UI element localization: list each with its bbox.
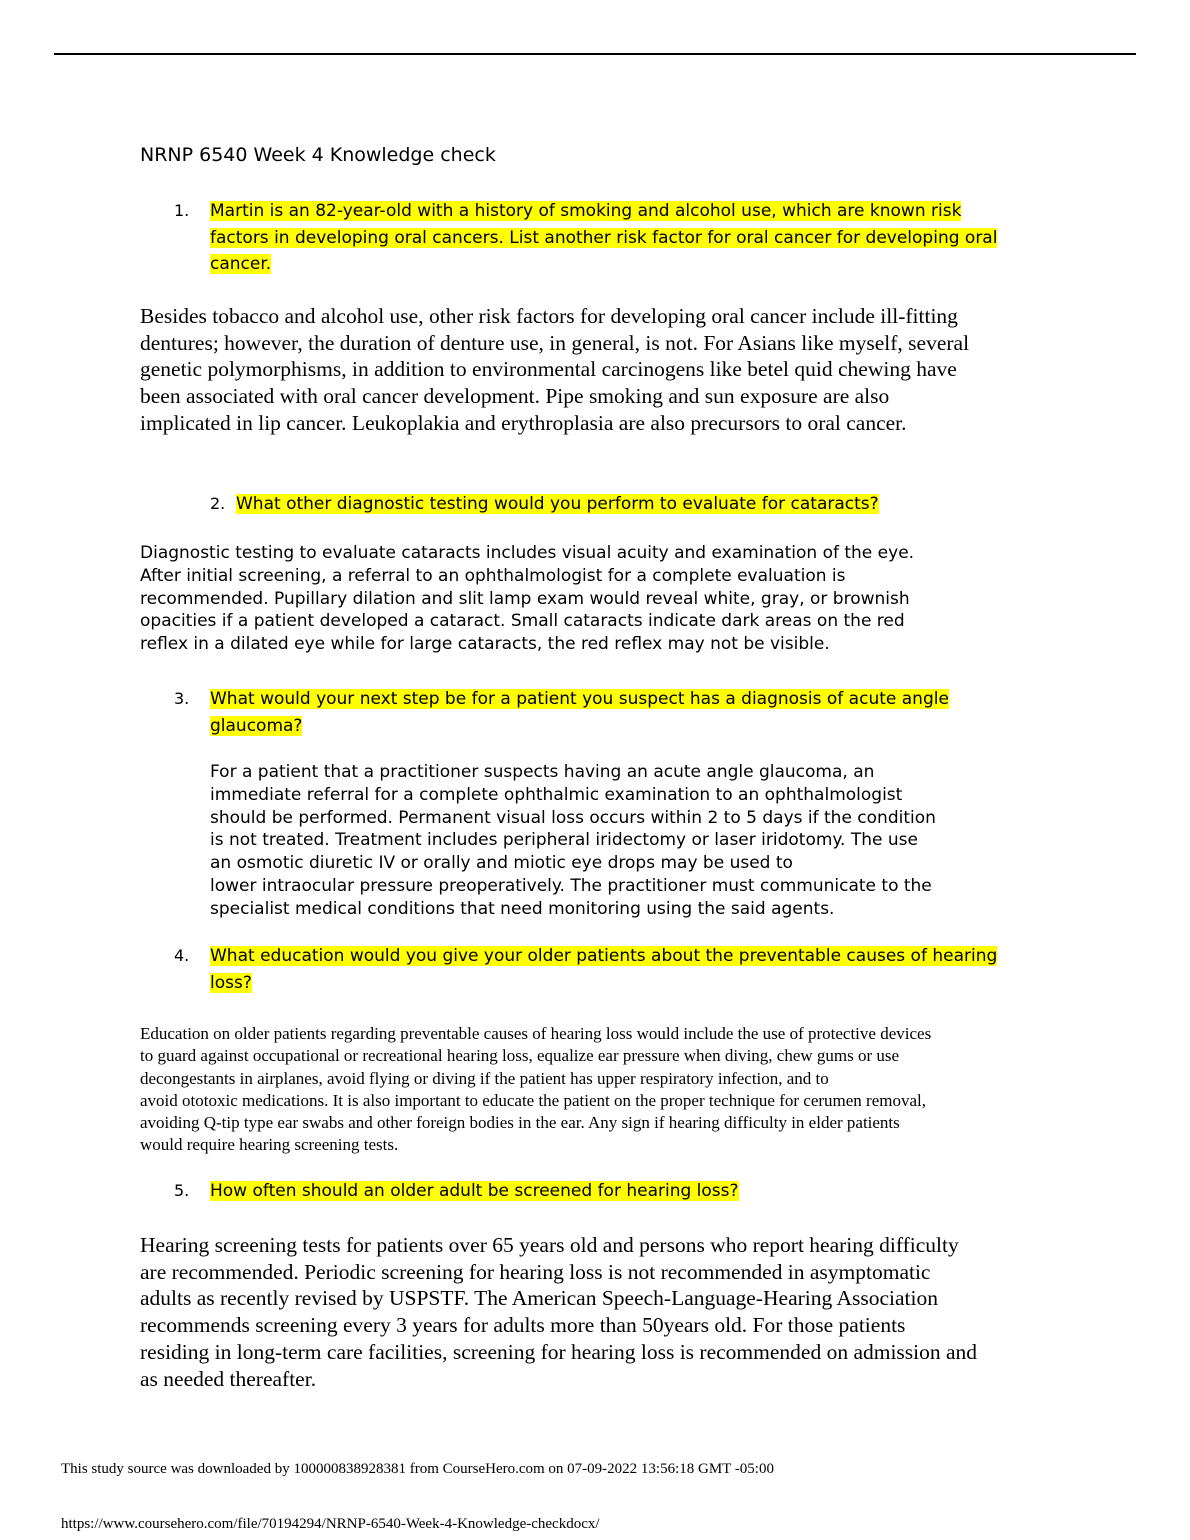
question-number: 1. [174, 201, 190, 220]
source-url[interactable]: https://www.coursehero.com/file/70194294/NRNP-6540-Week-4-Knowledge-checkdocx/ [61, 1516, 600, 1532]
source-notice: This study source was downloaded by 100000838928381 from CourseHero.com on 07-09-2022 13:56:18 GMT -05:00 [61, 1461, 774, 1477]
header-rule [54, 53, 1136, 55]
question-number: 2. [210, 494, 226, 513]
question-text: How often should an older adult be screened for hearing loss? [210, 1181, 739, 1201]
question-text: What education would you give your older patients about the preventable causes of hearing loss? [210, 946, 998, 993]
question-number: 5. [174, 1181, 190, 1200]
document-title: NRNP 6540 Week 4 Knowledge check [140, 144, 496, 166]
answer-1: Besides tobacco and alcohol use, other risk factors for developing oral cancer include ill-fitting dentures; however, the duration of denture use, in general, is not. For Asians like myself, several genetic polymorphisms, in addition to environmental carcinogens like betel quid chewing have been associated with oral cancer development. Pipe smoking and sun exposure are also implicated in lip cancer. Leukoplakia and erythroplasia are also precursors to oral cancer. [140, 304, 970, 435]
answer-4: Education on older patients regarding preventable causes of hearing loss would include the use of protective devices to guard against occupational or recreational hearing loss, equalize ear pressure when diving, chew gums or use decongestants in airplanes, avoid flying or diving if the patient has upper respiratory infection, and to avoid ototoxic medications. It is also important to educate the patient on the proper technique for cerumen removal, avoiding Q-tip type ear swabs and other foreign bodies in the ear. Any sign if hearing difficulty in elder patients would require hearing screening tests. [140, 1024, 932, 1155]
answer-2: Diagnostic testing to evaluate cataracts includes visual acuity and examination of the eye. After initial screening, a referral to an ophthalmologist for a complete evaluation is recommended. Pupillary dilation and slit lamp exam would reveal white, gray, or brownish opacities if a patient developed a cataract. Small cataracts indicate dark areas on the red reflex in a dilated eye while for large cataracts, the red reflex may not be visible. [140, 543, 915, 655]
question-text: What other diagnostic testing would you perform to evaluate for cataracts? [236, 494, 879, 514]
question-number: 4. [174, 946, 190, 965]
question-number: 3. [174, 689, 190, 708]
answer-5: Hearing screening tests for patients over 65 years old and persons who report hearing difficulty are recommended. Periodic screening for hearing loss is not recommended in asymptomatic adults as recently revised by USPSTF. The American Speech-Language-Hearing Association recommends screening every 3 years for adults more than 50years old. For those patients residing in long-term care facilities, screening for hearing loss is recommended on admission and as needed thereafter. [140, 1233, 978, 1391]
question-text: Martin is an 82-year-old with a history of smoking and alcohol use, which are known risk factors in developing oral cancers. List another risk factor for oral cancer for developing oral cancer. [210, 201, 998, 274]
answer-3: For a patient that a practitioner suspects having an acute angle glaucoma, an immediate referral for a complete ophthalmic examination to an ophthalmologist should be performed. Permanent visual loss occurs within 2 to 5 days if the condition is not treated. Treatment includes peripheral iridectomy or laser iridotomy. The use an osmotic diuretic IV or orally and miotic eye drops may be used to lower intraocular pressure preoperatively. The practitioner must communicate to the specialist medical conditions that need monitoring using the said agents. [210, 762, 936, 919]
question-text: What would your next step be for a patient you suspect has a diagnosis of acute angle glaucoma? [210, 689, 949, 736]
